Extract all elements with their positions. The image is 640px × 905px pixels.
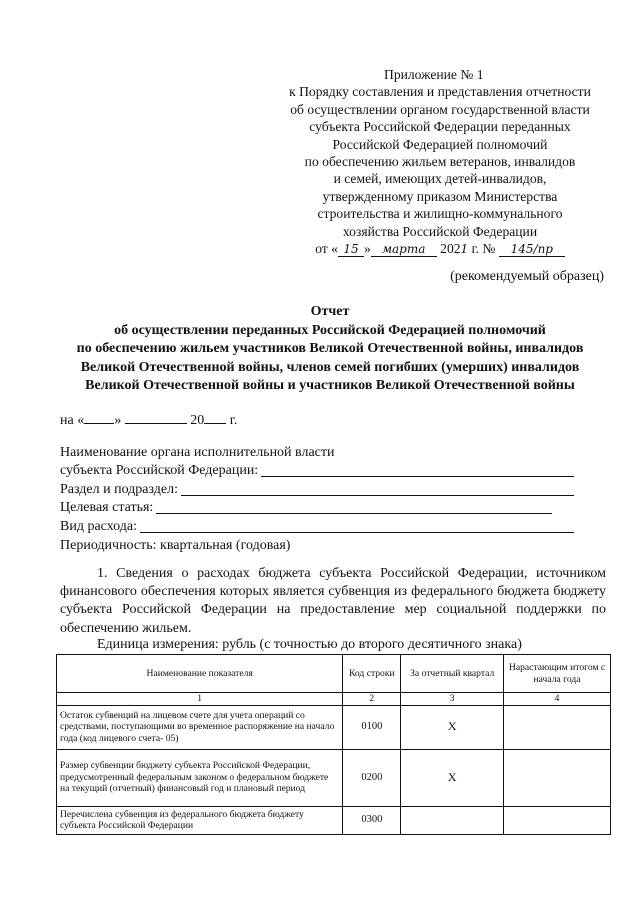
units-line: Единица измерения: рубль (с точностью до второго десятичного знака) <box>97 637 522 652</box>
organ-label: Наименование органа исполнительной власти <box>60 444 335 460</box>
appendix-block <box>262 66 618 258</box>
row-indicator-name: Перечислена субвенция из федерального бюджета бюджету субъекта Российской Федерации <box>57 806 343 834</box>
header-total: Нарастающим итогом с начала года <box>504 655 611 693</box>
row-indicator-name: Размер субвенции бюджету субъекта Российской Федерации, предусмотренный федеральным законом о федеральном бюджете на текущий (отчетный) финансовый год и плановый период <box>57 749 343 806</box>
sample-label: (рекомендуемый образец) <box>450 269 604 284</box>
row-code: 0300 <box>343 806 401 834</box>
report-date-line <box>60 410 237 429</box>
row-quarter-value[interactable]: X <box>401 705 504 749</box>
date-quote: » <box>363 241 371 257</box>
appendix-title: Приложение № 1 <box>384 67 484 82</box>
row-code: 0200 <box>343 749 401 806</box>
appendix-line: утвержденному приказом Министерства <box>322 188 558 204</box>
section-label: Раздел и подраздел: <box>60 481 179 497</box>
order-number: 145/пр <box>499 242 565 257</box>
appendix-line: об осуществлении органом государственной власти <box>290 101 590 117</box>
column-number: 3 <box>401 693 504 706</box>
expense-field[interactable] <box>140 531 574 533</box>
appendix-line: субъекта Российской Федерации переданных <box>309 119 571 135</box>
report-date-prefix: на « <box>60 413 85 428</box>
row-code: 0100 <box>343 705 401 749</box>
column-number: 2 <box>343 693 401 706</box>
appendix-line: к Порядку составления и представления отчетности <box>289 84 591 100</box>
section-paragraph <box>60 565 606 638</box>
header-quarter: За отчетный квартал <box>401 655 504 693</box>
date-prefix: от « <box>315 241 338 257</box>
appendix-line: и семей, имеющих детей-инвалидов, <box>333 171 547 187</box>
report-heading-line: Великой Отечественной войны и участников Великой Отечественной войны <box>85 378 575 394</box>
organ-field[interactable] <box>261 475 574 477</box>
row-quarter-value[interactable]: X <box>401 749 504 806</box>
row-indicator-name: Остаток субвенций на лицевом счете для учета операций со средствами, поступающими во временное распоряжение на начало года (код лицевого счета- 05) <box>57 705 343 749</box>
order-date-line <box>262 240 618 258</box>
appendix-line: Российской Федерацией полномочий <box>332 136 548 152</box>
report-date-quote: » <box>114 413 122 428</box>
order-number-prefix: г. № <box>468 241 496 257</box>
report-heading-line: об осуществлении переданных Российской Федерацией полномочий <box>114 322 546 338</box>
row-total-value[interactable] <box>504 705 611 749</box>
meta-periodicity <box>60 536 574 555</box>
order-year-prefix: 202 <box>440 241 461 257</box>
table-column-numbers <box>57 693 611 706</box>
report-heading-line: Великой Отечественной войны, членов семей погибших (умерших) инвалидов <box>80 359 580 375</box>
table-row <box>57 749 611 806</box>
appendix-line: строительства и жилищно-коммунального <box>317 206 563 222</box>
meta-section <box>60 480 574 499</box>
order-day: 15 <box>338 242 364 257</box>
header-indicator: Наименование показателя <box>57 655 343 693</box>
report-table <box>56 654 611 835</box>
report-heading <box>40 303 620 396</box>
periodicity-label: Периодичность: квартальная (годовая) <box>60 537 291 553</box>
row-total-value[interactable] <box>504 806 611 834</box>
table-row <box>57 705 611 749</box>
table-header-row <box>57 655 611 693</box>
meta-organ-line2 <box>60 462 574 481</box>
report-year-blank[interactable] <box>204 410 226 424</box>
order-year-digit: 1 <box>460 242 469 257</box>
column-number: 4 <box>504 693 611 706</box>
report-heading-line: по обеспечению жильем участников Великой Отечественной войны, инвалидов <box>76 341 584 357</box>
row-total-value[interactable] <box>504 749 611 806</box>
row-quarter-value[interactable] <box>401 806 504 834</box>
meta-expense <box>60 517 574 536</box>
report-month-blank[interactable] <box>125 410 187 424</box>
table-row <box>57 806 611 834</box>
report-title: Отчет <box>310 304 350 319</box>
meta-block <box>60 443 574 555</box>
section-field[interactable] <box>181 494 574 496</box>
target-field[interactable] <box>156 512 552 514</box>
expense-label: Вид расхода: <box>60 518 137 534</box>
meta-organ-line1 <box>60 443 574 462</box>
target-label: Целевая статья: <box>60 500 154 516</box>
report-year-suffix: г. <box>229 413 238 428</box>
column-number: 1 <box>57 693 343 706</box>
appendix-line: по обеспечению жильем ветеранов, инвалидов <box>304 154 576 170</box>
organ-label-2: субъекта Российской Федерации: <box>60 463 259 479</box>
meta-target <box>60 499 574 518</box>
header-code: Код строки <box>343 655 401 693</box>
appendix-line: хозяйства Российской Федерации <box>342 223 538 239</box>
report-year-prefix: 20 <box>190 413 205 428</box>
report-day-blank[interactable] <box>84 410 114 424</box>
paragraph-text: 1. Сведения о расходах бюджета субъекта Российской Федерации, источником финансового обеспечения которых является субвенция из федерального бюджета бюджету субъекта Российской Федерации на предоставление мер социальной поддержки по обеспечению жильем. <box>60 566 606 636</box>
order-month: марта <box>371 242 437 257</box>
